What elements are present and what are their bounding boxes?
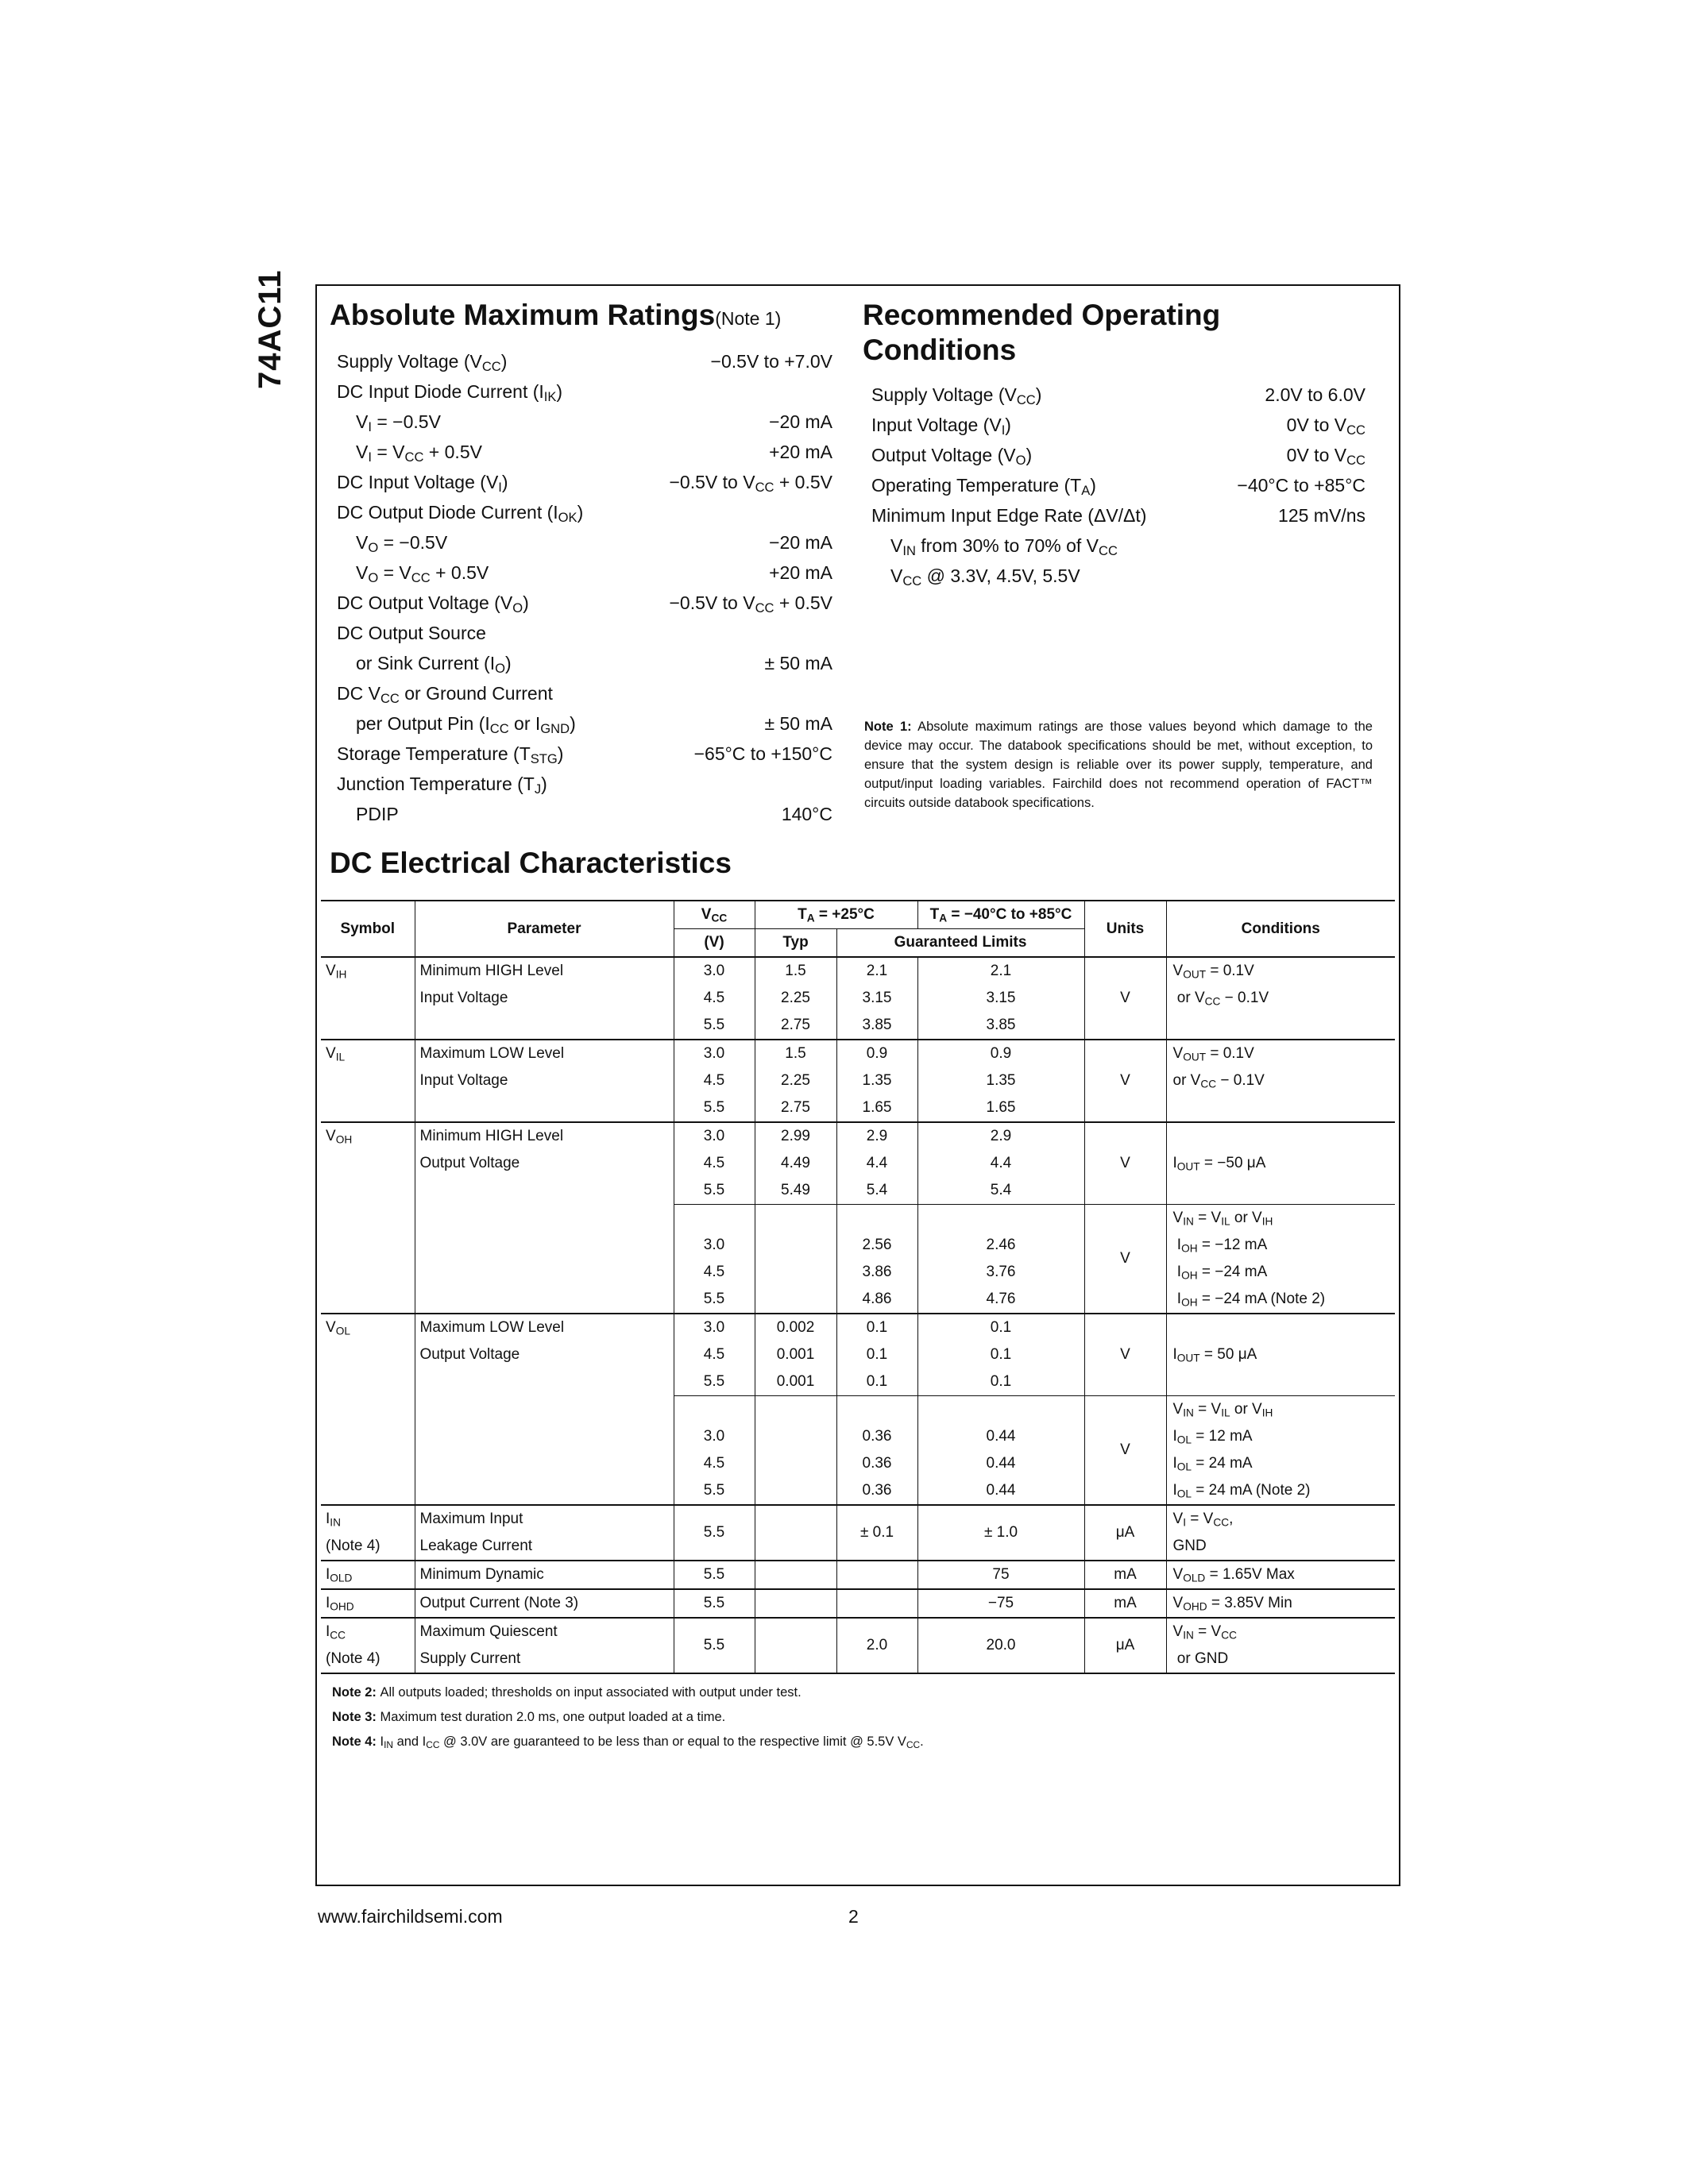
typ-cell: 2.75 (755, 1094, 836, 1122)
vcc-cell: 4.5 (674, 1259, 755, 1286)
conditions-cell (1166, 1368, 1395, 1396)
abs-max-row (337, 799, 832, 829)
table-row (321, 1589, 1395, 1618)
conditions-cell (1166, 1094, 1395, 1122)
parameter-cell (415, 957, 674, 1040)
limit-range-cell: −75 (917, 1589, 1084, 1618)
conditions-cell: or $V_{CC} - 0.1V$ (1166, 1067, 1395, 1094)
abs-max-row (337, 678, 832, 708)
parameter-cell (415, 1561, 674, 1589)
symbol-line: $I_{OLD}$ (326, 1566, 353, 1584)
th-guaranteed-limits: Guaranteed Limits (836, 929, 1084, 958)
abs-max-row (337, 739, 832, 769)
limit-range-cell: 2.46 (917, 1232, 1084, 1259)
limit-25-cell (836, 1205, 917, 1233)
abs-max-label: $V_O = V_{CC} + 0.5V$ (356, 562, 489, 586)
limit-25-cell: 0.36 (836, 1477, 917, 1505)
vcc-cell: 4.5 (674, 985, 755, 1012)
conditions-cell (1166, 1177, 1395, 1205)
limit-range-cell: 0.1 (917, 1368, 1084, 1396)
rec-op-label: $V_{CC}$ @ 3.3V, 4.5V, 5.5V (890, 565, 1080, 589)
abs-max-value: ± 50 mA (764, 713, 832, 734)
abs-max-value: −65°C to +150°C (693, 743, 832, 764)
typ-cell (755, 1423, 836, 1450)
conditions-cell: $I_{OL} = 12$ mA (1166, 1423, 1395, 1450)
limit-range-cell: 5.4 (917, 1177, 1084, 1205)
abs-max-label: or Sink Current $(I_O)$ (356, 653, 512, 677)
vcc-cell: 5.5 (674, 1561, 755, 1589)
conditions-cell (1166, 1561, 1395, 1589)
vcc-cell: 3.0 (674, 1040, 755, 1067)
conditions-cell: $I_{OUT} = -50$ μA (1166, 1150, 1395, 1177)
symbol-note: (Note 4) (326, 1538, 380, 1554)
symbol-cell (321, 1505, 415, 1561)
abs-max-row (337, 467, 832, 497)
abs-max-label: DC Output Source (337, 623, 486, 643)
vcc-cell: 3.0 (674, 957, 755, 985)
conditions-cell: $I_{OH} = -24$ mA (1166, 1259, 1395, 1286)
limit-25-cell: 2.56 (836, 1232, 917, 1259)
rec-op-label: Supply Voltage $(V_{CC})$ (871, 384, 1042, 408)
parameter-line: Minimum HIGH Level (419, 1128, 564, 1144)
th-ta-25: $T_A = +25^\circ C$ (755, 901, 917, 929)
units-cell: μA (1084, 1505, 1166, 1561)
rec-op-value: 2.0V to 6.0V (1265, 384, 1365, 405)
parameter-line: Leakage Current (419, 1538, 533, 1554)
typ-cell (755, 1259, 836, 1286)
parameter-line: Input Voltage (419, 990, 508, 1006)
th-ta-range: $T_A = -40^\circ C$ to +85°C (917, 901, 1084, 929)
typ-cell (755, 1232, 836, 1259)
abs-max-label: $V_O = -0.5V$ (356, 532, 448, 556)
typ-cell: 1.5 (755, 1040, 836, 1067)
units-cell: V (1084, 1040, 1166, 1122)
page-number: 2 (848, 1906, 859, 1927)
abs-max-row (337, 346, 832, 376)
table-note-text: All outputs loaded; thresholds on input associated with output under test. (380, 1685, 802, 1700)
parameter-cell (415, 1505, 674, 1561)
parameter-line: Maximum Input (419, 1511, 523, 1527)
vcc-cell: 5.5 (674, 1589, 755, 1618)
parameter-line: Maximum LOW Level (419, 1045, 565, 1062)
abs-max-row (337, 588, 832, 618)
typ-cell: 2.25 (755, 1067, 836, 1094)
condition-line: GND (1172, 1538, 1207, 1554)
abs-max-row (337, 376, 832, 407)
table-notes (332, 1680, 924, 1754)
limit-range-cell: 2.9 (917, 1122, 1084, 1150)
parameter-line: Input Voltage (419, 1072, 508, 1089)
dc-heading: DC Electrical Characteristics (330, 847, 732, 879)
typ-cell: 0.001 (755, 1341, 836, 1368)
abs-max-value: ± 50 mA (764, 653, 832, 673)
parameter-line: Minimum HIGH Level (419, 963, 564, 979)
abs-max-row (337, 708, 832, 739)
dc-row-group (321, 1505, 1395, 1561)
limit-25-cell (836, 1561, 917, 1589)
parameter-line: Minimum Dynamic (419, 1566, 544, 1583)
abs-max-label: per Output Pin ($I_{CC}$ or $I_{GND}$) (356, 713, 576, 737)
dc-characteristics-table (321, 900, 1395, 1674)
th-vcc-unit: (V) (674, 929, 755, 958)
dc-row-group (321, 1589, 1395, 1618)
typ-cell (755, 1450, 836, 1477)
conditions-cell (1166, 1122, 1395, 1150)
abs-max-value: −20 mA (769, 532, 832, 553)
abs-max-value: −20 mA (769, 411, 832, 432)
rec-op-label: Minimum Input Edge Rate (ΔV/Δt) (871, 505, 1147, 526)
note-1 (864, 717, 1373, 812)
limit-25-cell: 0.1 (836, 1314, 917, 1341)
conditions-cell (1166, 1589, 1395, 1618)
limit-25-cell: ± 0.1 (836, 1505, 917, 1561)
abs-max-label: DC Input Voltage $(V_I)$ (337, 472, 508, 496)
vcc-cell: 4.5 (674, 1150, 755, 1177)
conditions-cell (1166, 1505, 1395, 1561)
units-cell: mA (1084, 1589, 1166, 1618)
parameter-cell (415, 1589, 674, 1618)
conditions-cell: $I_{OL} = 24$ mA (Note 2) (1166, 1477, 1395, 1505)
table-row (321, 1314, 1395, 1341)
typ-cell (755, 1618, 836, 1673)
vcc-cell: 4.5 (674, 1067, 755, 1094)
limit-range-cell: 1.35 (917, 1067, 1084, 1094)
limit-25-cell: 3.86 (836, 1259, 917, 1286)
parameter-cell (415, 1040, 674, 1122)
typ-cell (755, 1286, 836, 1314)
limit-25-cell: 3.15 (836, 985, 917, 1012)
units-cell: V (1084, 957, 1166, 1040)
vcc-cell (674, 1396, 755, 1424)
dc-row-group (321, 1561, 1395, 1589)
symbol-cell (321, 1561, 415, 1589)
parameter-line: Output Voltage (419, 1155, 520, 1171)
vcc-cell: 3.0 (674, 1232, 755, 1259)
rec-op-label: Operating Temperature $(T_A)$ (871, 475, 1096, 499)
limit-25-cell (836, 1396, 917, 1424)
abs-max-label: Junction Temperature $(T_J)$ (337, 774, 547, 797)
rec-op-label: Input Voltage $(V_I)$ (871, 415, 1011, 438)
symbol-cell: $V_{OH}$ (321, 1122, 415, 1314)
table-note-label: Note 3: (332, 1710, 380, 1724)
table-note-label: Note 4: (332, 1734, 380, 1749)
vcc-cell: 5.5 (674, 1286, 755, 1314)
rec-op-value: −40°C to +85°C (1237, 475, 1365, 496)
units-cell: V (1084, 1122, 1166, 1205)
typ-cell: 0.002 (755, 1314, 836, 1341)
symbol-cell: $V_{IL}$ (321, 1040, 415, 1122)
footer-url[interactable]: www.fairchildsemi.com (318, 1906, 503, 1927)
th-conditions: Conditions (1166, 901, 1395, 957)
abs-max-row (337, 558, 832, 588)
symbol-cell: $V_{OL}$ (321, 1314, 415, 1505)
symbol-cell (321, 1589, 415, 1618)
limit-25-cell: 1.65 (836, 1094, 917, 1122)
units-cell: V (1084, 1314, 1166, 1396)
abs-max-value: −0.5V to +7.0V (710, 351, 832, 372)
limit-range-cell: 0.44 (917, 1423, 1084, 1450)
table-note (332, 1730, 924, 1754)
limit-25-cell: 3.85 (836, 1012, 917, 1040)
th-symbol: Symbol (321, 901, 415, 957)
part-number-side-title: 74AC11 (253, 269, 288, 389)
limit-range-cell (917, 1205, 1084, 1233)
abs-max-label: $V_I = V_{CC} + 0.5V$ (356, 442, 482, 465)
rec-op-value: 125 mV/ns (1278, 505, 1365, 526)
limit-range-cell: 3.85 (917, 1012, 1084, 1040)
th-vcc: $V_{CC}$ (674, 901, 755, 929)
limit-25-cell: 0.9 (836, 1040, 917, 1067)
abs-max-ratings-list (337, 346, 832, 829)
parameter-cell (415, 1618, 674, 1673)
condition-line: $V_I = V_{CC}$, (1172, 1511, 1234, 1529)
limit-range-cell: 75 (917, 1561, 1084, 1589)
symbol-cell (321, 1618, 415, 1673)
abs-max-row (337, 769, 832, 799)
rec-op-row (871, 500, 1365, 531)
rec-op-row (871, 410, 1365, 440)
limit-range-cell: 0.9 (917, 1040, 1084, 1067)
abs-max-row (337, 497, 832, 527)
table-note-text: Maximum test duration 2.0 ms, one output loaded at a time. (380, 1710, 726, 1724)
parameter-line: Output Voltage (419, 1346, 520, 1363)
limit-25-cell: 0.36 (836, 1450, 917, 1477)
vcc-cell: 5.5 (674, 1012, 755, 1040)
table-note (332, 1680, 924, 1705)
dc-row-group (321, 957, 1395, 1040)
conditions-cell: $I_{OH} = -12$ mA (1166, 1232, 1395, 1259)
limit-25-cell: 5.4 (836, 1177, 917, 1205)
rec-op-row (871, 380, 1365, 410)
symbol-note: (Note 4) (326, 1650, 380, 1667)
rec-op-title-line1: Recommended Operating (863, 299, 1221, 331)
abs-max-label: DC Output Diode Current $(I_{OK})$ (337, 502, 584, 526)
symbol-line: $I_{CC}$ (326, 1623, 346, 1642)
vcc-cell: 3.0 (674, 1122, 755, 1150)
condition-line: or GND (1172, 1650, 1229, 1667)
table-row (321, 1122, 1395, 1150)
abs-max-value: +20 mA (769, 442, 832, 462)
vcc-cell: 4.5 (674, 1450, 755, 1477)
abs-max-note-ref: (Note 1) (715, 308, 782, 329)
conditions-cell: $V_{IN} = V_{IL}$ or $V_{IH}$ (1166, 1396, 1395, 1424)
abs-max-value: 140°C (781, 804, 832, 824)
typ-cell: 2.75 (755, 1012, 836, 1040)
conditions-cell: $I_{OL} = 24$ mA (1166, 1450, 1395, 1477)
rec-op-value: 0V to $V_{CC}$ (1286, 415, 1365, 438)
limit-range-cell: 0.1 (917, 1314, 1084, 1341)
typ-cell (755, 1396, 836, 1424)
conditions-cell: $I_{OUT} = 50$ μA (1166, 1341, 1395, 1368)
abs-max-row (337, 618, 832, 648)
table-row (321, 1040, 1395, 1067)
symbol-cell: $V_{IH}$ (321, 957, 415, 1040)
dc-row-group (321, 1122, 1395, 1314)
th-units: Units (1084, 901, 1166, 957)
table-row (321, 1505, 1395, 1561)
typ-cell: 5.49 (755, 1177, 836, 1205)
limit-range-cell: 2.1 (917, 957, 1084, 985)
condition-line: $V_{IN} = V_{CC}$ (1172, 1623, 1237, 1642)
typ-cell (755, 1205, 836, 1233)
typ-cell (755, 1589, 836, 1618)
rec-op-value: 0V to $V_{CC}$ (1286, 445, 1365, 469)
abs-max-label: DC Output Voltage $(V_O)$ (337, 592, 529, 616)
limit-range-cell: 3.15 (917, 985, 1084, 1012)
typ-cell: 0.001 (755, 1368, 836, 1396)
limit-range-cell: 0.44 (917, 1477, 1084, 1505)
limit-range-cell (917, 1396, 1084, 1424)
condition-line: $V_{OHD} = 3.85V$ Min (1172, 1595, 1292, 1613)
typ-cell (755, 1477, 836, 1505)
typ-cell: 2.25 (755, 985, 836, 1012)
vcc-cell: 5.5 (674, 1094, 755, 1122)
th-typ: Typ (755, 929, 836, 958)
rec-op-label: Output Voltage $(V_O)$ (871, 445, 1033, 469)
table-row (321, 1618, 1395, 1673)
vcc-cell (674, 1205, 755, 1233)
abs-max-label: Supply Voltage $(V_{CC})$ (337, 351, 508, 375)
conditions-cell: $I_{OH} = -24$ mA (Note 2) (1166, 1286, 1395, 1314)
typ-cell (755, 1505, 836, 1561)
limit-range-cell: 0.1 (917, 1341, 1084, 1368)
abs-max-value: −0.5V to $V_{CC} + 0.5V$ (669, 472, 832, 496)
dc-row-group (321, 1314, 1395, 1505)
typ-cell (755, 1561, 836, 1589)
limit-25-cell: 2.1 (836, 957, 917, 985)
limit-25-cell: 2.0 (836, 1618, 917, 1673)
limit-range-cell: 4.76 (917, 1286, 1084, 1314)
conditions-cell (1166, 1618, 1395, 1673)
limit-25-cell: 4.86 (836, 1286, 917, 1314)
limit-25-cell: 0.1 (836, 1368, 917, 1396)
table-row (321, 1561, 1395, 1589)
th-parameter: Parameter (415, 901, 674, 957)
typ-cell: 2.99 (755, 1122, 836, 1150)
note-1-text: Absolute maximum ratings are those values beyond which damage to the device may occur. The databook specifications should be met, without exception, to ensure that the system design is reliable over its power supply, temperature, and output/input loading variables. Fairchild does not recommend operation of FACT™ circuits outside databook specifications. (864, 720, 1373, 810)
symbol-line: $I_{OHD}$ (326, 1595, 354, 1613)
abs-max-label: DC Input Diode Current $(I_{IK})$ (337, 381, 563, 405)
vcc-cell: 5.5 (674, 1477, 755, 1505)
rec-op-label: $V_{IN}$ from 30% to 70% of $V_{CC}$ (890, 535, 1118, 559)
limit-range-cell: 1.65 (917, 1094, 1084, 1122)
abs-max-row (337, 527, 832, 558)
limit-range-cell: ± 1.0 (917, 1505, 1084, 1561)
vcc-cell: 4.5 (674, 1341, 755, 1368)
table-bottom-rule-cell (321, 1673, 1395, 1674)
abs-max-label: PDIP (356, 804, 399, 824)
limit-range-cell: 4.4 (917, 1150, 1084, 1177)
table-note (332, 1705, 924, 1730)
rec-op-row (871, 470, 1365, 500)
dc-row-group (321, 1040, 1395, 1122)
units-cell: μA (1084, 1618, 1166, 1673)
limit-range-cell: 0.44 (917, 1450, 1084, 1477)
units-cell: mA (1084, 1561, 1166, 1589)
abs-max-row (337, 437, 832, 467)
vcc-cell: 3.0 (674, 1423, 755, 1450)
vcc-cell: 5.5 (674, 1505, 755, 1561)
limit-25-cell: 4.4 (836, 1150, 917, 1177)
abs-max-label: $V_I = -0.5V$ (356, 411, 441, 435)
condition-line: $V_{OLD} = 1.65V$ Max (1172, 1566, 1295, 1584)
rec-op-row (871, 561, 1365, 591)
vcc-cell: 5.5 (674, 1177, 755, 1205)
abs-max-row (337, 648, 832, 678)
rec-op-title-line2: Conditions (863, 334, 1017, 366)
dc-row-group (321, 1618, 1395, 1673)
limit-25-cell: 1.35 (836, 1067, 917, 1094)
abs-max-value: +20 mA (769, 562, 832, 583)
limit-25-cell: 0.36 (836, 1423, 917, 1450)
conditions-cell: $V_{IN} = V_{IL}$ or $V_{IH}$ (1166, 1205, 1395, 1233)
abs-max-row (337, 407, 832, 437)
units-cell: V (1084, 1396, 1166, 1506)
table-bottom-rule (321, 1673, 1395, 1674)
conditions-cell (1166, 1012, 1395, 1040)
vcc-cell: 5.5 (674, 1618, 755, 1673)
conditions-cell: $V_{OUT} = 0.1V$ (1166, 1040, 1395, 1067)
symbol-line: $I_{IN}$ (326, 1511, 341, 1529)
rec-op-heading (863, 298, 1220, 368)
parameter-line: Maximum Quiescent (419, 1623, 558, 1640)
note-1-label: Note 1: (864, 720, 912, 734)
abs-max-label: DC $V_{CC}$ or Ground Current (337, 683, 553, 707)
abs-max-label: Storage Temperature $(T_{STG})$ (337, 743, 564, 767)
limit-25-cell: 0.1 (836, 1341, 917, 1368)
parameter-line: Maximum LOW Level (419, 1319, 565, 1336)
limit-range-cell: 3.76 (917, 1259, 1084, 1286)
typ-cell: 1.5 (755, 957, 836, 985)
parameter-line: Supply Current (419, 1650, 521, 1667)
parameter-cell (415, 1122, 674, 1314)
rec-op-conditions-list (871, 380, 1365, 591)
conditions-cell: $V_{OUT} = 0.1V$ (1166, 957, 1395, 985)
abs-max-value: −0.5V to $V_{CC} + 0.5V$ (669, 592, 832, 616)
rec-op-row (871, 440, 1365, 470)
rec-op-row (871, 531, 1365, 561)
conditions-cell (1166, 1314, 1395, 1341)
parameter-line: Output Current (Note 3) (419, 1595, 579, 1611)
parameter-cell (415, 1314, 674, 1505)
limit-25-cell: 2.9 (836, 1122, 917, 1150)
table-note-label: Note 2: (332, 1685, 380, 1700)
vcc-cell: 3.0 (674, 1314, 755, 1341)
vcc-cell: 5.5 (674, 1368, 755, 1396)
typ-cell: 4.49 (755, 1150, 836, 1177)
limit-25-cell (836, 1589, 917, 1618)
table-note-text: $I_{IN}$ and $I_{CC}$ @ 3.0V are guaranteed to be less than or equal to the respective limit @ 5.5V $V_{CC}$. (380, 1734, 924, 1750)
limit-range-cell: 20.0 (917, 1618, 1084, 1673)
table-row (321, 957, 1395, 985)
abs-max-title: Absolute Maximum Ratings (330, 299, 716, 331)
units-cell: V (1084, 1205, 1166, 1314)
conditions-cell: or $V_{CC} - 0.1V$ (1166, 985, 1395, 1012)
abs-max-heading (330, 298, 781, 336)
